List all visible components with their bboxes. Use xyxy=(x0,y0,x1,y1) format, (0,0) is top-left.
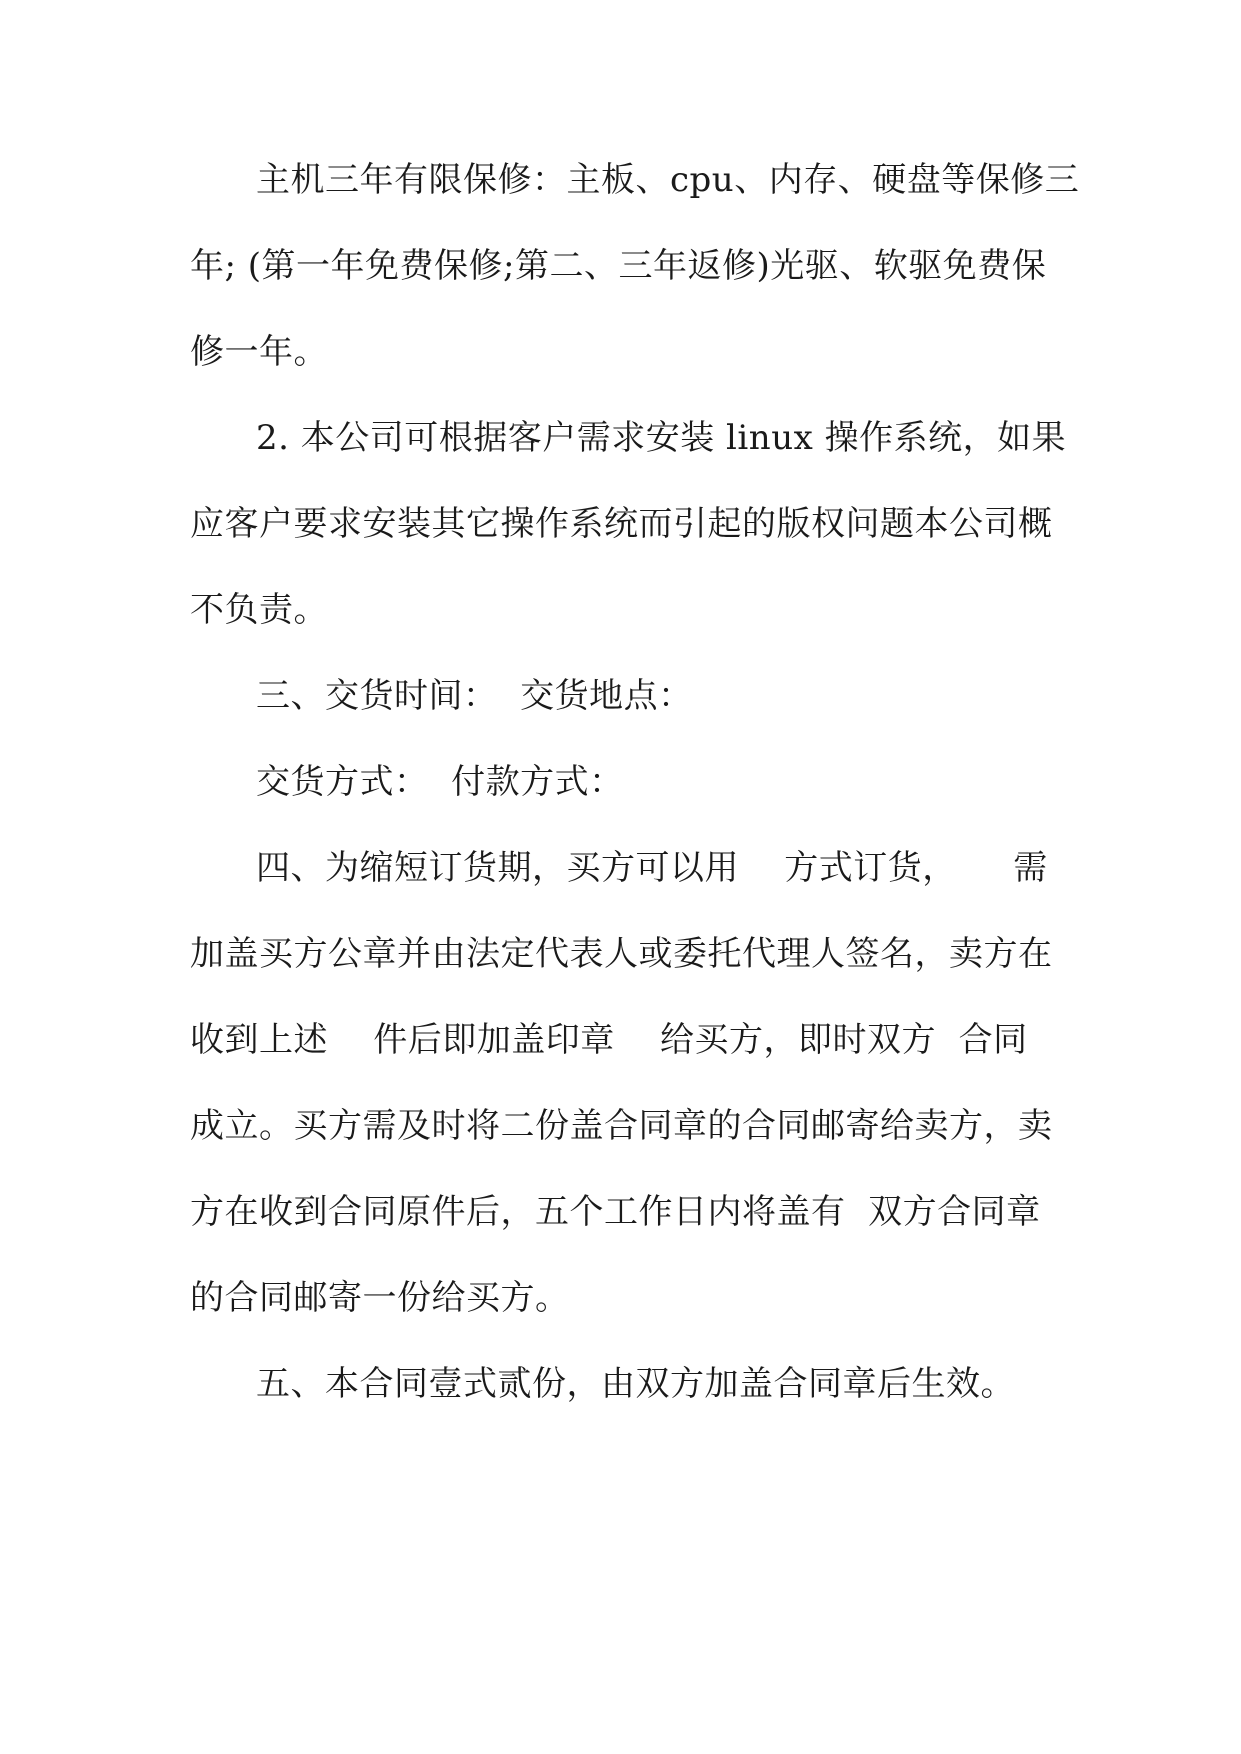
os-clause-line-3: 不负责。 xyxy=(190,590,328,630)
os-clause-line-2: 应客户要求安装其它操作系统而引起的版权问题本公司概 xyxy=(190,504,1053,544)
ordering-clause-line-1: 四、为缩短订货期，买方可以用 方式订货， 需 xyxy=(256,848,1048,888)
ordering-clause-line-5: 方在收到合同原件后，五个工作日内将盖有 双方合同章 xyxy=(190,1192,1041,1232)
warranty-paragraph-line-1: 主机三年有限保修：主板、cpu、内存、硬盘等保修三 xyxy=(256,160,1080,200)
os-clause-line-1: 2. 本公司可根据客户需求安装 linux 操作系统，如果 xyxy=(256,418,1067,458)
ordering-clause-line-4: 成立。买方需及时将二份盖合同章的合同邮寄给卖方，卖 xyxy=(190,1106,1053,1146)
ordering-clause-line-3: 收到上述 件后即加盖印章 给买方，即时双方 合同 xyxy=(190,1020,1028,1060)
ordering-clause-line-2: 加盖买方公章并由法定代表人或委托代理人签名，卖方在 xyxy=(190,934,1053,974)
ordering-clause-line-6: 的合同邮寄一份给买方。 xyxy=(190,1278,570,1318)
delivery-time-place-line: 三、交货时间： 交货地点： xyxy=(256,676,693,716)
delivery-payment-method-line: 交货方式： 付款方式： xyxy=(256,762,624,802)
warranty-paragraph-line-3: 修一年。 xyxy=(190,332,328,372)
contract-effect-clause: 五、本合同壹式贰份，由双方加盖合同章后生效。 xyxy=(256,1364,1015,1404)
warranty-paragraph-line-2: 年; (第一年免费保修;第二、三年返修)光驱、软驱免费保 xyxy=(190,246,1047,286)
